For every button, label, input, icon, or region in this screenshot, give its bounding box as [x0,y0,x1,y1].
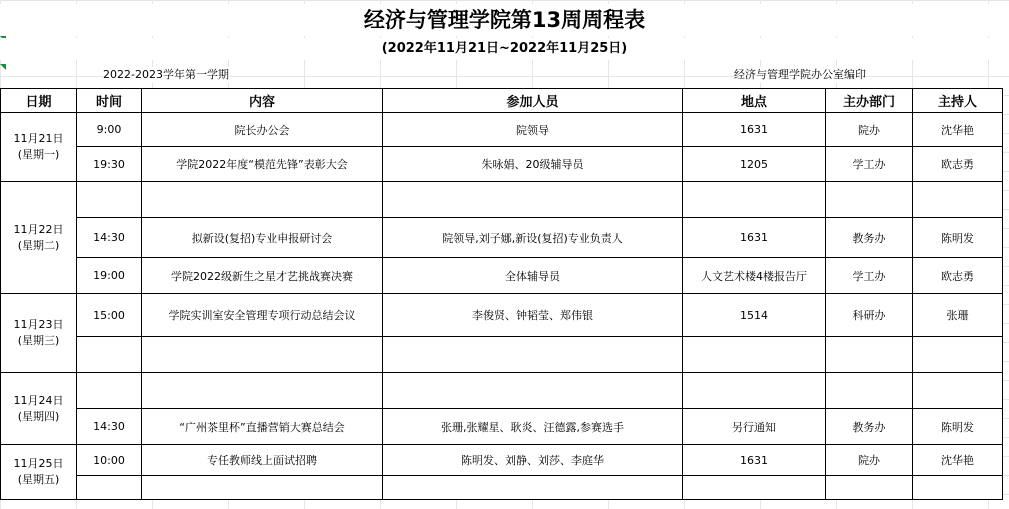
content-cell[interactable] [142,476,383,500]
column-header-host[interactable]: 主持人 [913,89,1003,113]
location-cell[interactable]: 1631 [683,445,826,476]
table-row [1,147,1003,182]
cell-comment-marker-icon [0,64,6,70]
host-cell[interactable]: 陈明发 [913,409,1003,445]
time-cell[interactable]: 14:30 [77,409,142,445]
table-row [1,409,1003,445]
time-cell[interactable] [77,373,142,409]
organizer-cell[interactable] [826,373,913,409]
table-row [1,218,1003,258]
host-cell[interactable] [913,337,1003,373]
participants-cell[interactable] [383,373,683,409]
participants-cell[interactable]: 陈明发、刘静、刘莎、李庭华 [383,445,683,476]
weekday-text: (星期三) [17,334,60,347]
organizer-cell[interactable]: 教务办 [826,409,913,445]
time-cell[interactable]: 19:30 [77,147,142,182]
organizer-cell[interactable]: 科研办 [826,294,913,337]
date-cell[interactable] [1,445,77,500]
time-cell[interactable]: 14:30 [77,218,142,258]
date-text: 11月21日 [13,132,64,145]
host-cell[interactable] [913,182,1003,218]
content-cell[interactable]: 学院2022级新生之星才艺挑战赛决赛 [142,258,383,294]
weekday-text: (星期一) [17,148,60,161]
column-header-content[interactable]: 内容 [142,89,383,113]
time-cell[interactable]: 15:00 [77,294,142,337]
time-cell[interactable] [77,182,142,218]
page-title[interactable]: 经济与管理学院第13周周程表 [0,4,1009,36]
content-cell[interactable]: 拟新设(复招)专业申报研讨会 [142,218,383,258]
participants-cell[interactable] [383,476,683,500]
organizer-cell[interactable]: 学工办 [826,147,913,182]
weekly-schedule-table [0,88,1003,500]
column-header-participants[interactable]: 参加人员 [383,89,683,113]
location-cell[interactable]: 1205 [683,147,826,182]
participants-cell[interactable]: 张珊,张耀星、耿炎、汪德露,参赛选手 [383,409,683,445]
table-row [1,182,1003,218]
content-cell[interactable]: 学院实训室安全管理专项行动总结会议 [142,294,383,337]
table-row [1,373,1003,409]
participants-cell[interactable]: 李俊贤、钟韬莹、郑伟银 [383,294,683,337]
date-cell[interactable] [1,373,77,445]
semester-label[interactable]: 2022-2023学年第一学期 [103,68,229,81]
host-cell[interactable]: 欧志勇 [913,147,1003,182]
time-cell[interactable] [77,337,142,373]
weekday-text: (星期四) [17,409,60,423]
participants-cell[interactable] [383,182,683,218]
organizer-cell[interactable]: 院办 [826,113,913,147]
column-header-date[interactable]: 日期 [1,89,77,113]
content-cell[interactable] [142,337,383,373]
host-cell[interactable]: 欧志勇 [913,258,1003,294]
weekday-text: (星期二) [17,238,60,252]
date-range-subtitle[interactable]: (2022年11月21日~2022年11月25日) [0,38,1009,60]
content-cell[interactable] [142,373,383,409]
participants-cell[interactable]: 全体辅导员 [383,258,683,294]
location-cell[interactable] [683,476,826,500]
location-cell[interactable]: 人文艺术楼4楼报告厅 [683,258,826,294]
date-cell[interactable] [1,113,77,182]
date-cell[interactable] [1,182,77,294]
location-cell[interactable] [683,373,826,409]
location-cell[interactable] [683,337,826,373]
participants-cell[interactable]: 院领导 [383,113,683,147]
column-header-time[interactable]: 时间 [77,89,142,113]
time-cell[interactable] [77,476,142,500]
organizer-cell[interactable]: 学工办 [826,258,913,294]
date-text: 11月24日 [13,393,64,407]
column-header-location[interactable]: 地点 [683,89,826,113]
content-cell[interactable]: “广州茶里杯”直播营销大赛总结会 [142,409,383,445]
host-cell[interactable] [913,373,1003,409]
time-cell[interactable]: 19:00 [77,258,142,294]
host-cell[interactable]: 陈明发 [913,218,1003,258]
publisher-label[interactable]: 经济与管理学院办公室编印 [734,68,866,81]
date-cell[interactable] [1,294,77,373]
date-text: 11月25日 [13,457,64,470]
time-cell[interactable]: 9:00 [77,113,142,147]
column-header-organizer[interactable]: 主办部门 [826,89,913,113]
participants-cell[interactable]: 朱咏娟、20级辅导员 [383,147,683,182]
organizer-cell[interactable] [826,337,913,373]
content-cell[interactable]: 院长办公会 [142,113,383,147]
host-cell[interactable]: 张珊 [913,294,1003,337]
location-cell[interactable]: 1514 [683,294,826,337]
participants-cell[interactable]: 院领导,刘子娜,新设(复招)专业负责人 [383,218,683,258]
organizer-cell[interactable]: 院办 [826,445,913,476]
organizer-cell[interactable] [826,476,913,500]
content-cell[interactable]: 专任教师线上面试招聘 [142,445,383,476]
location-cell[interactable]: 1631 [683,113,826,147]
table-row [1,113,1003,147]
host-cell[interactable]: 沈华艳 [913,113,1003,147]
content-cell[interactable]: 学院2022年度“模范先锋”表彰大会 [142,147,383,182]
table-row [1,476,1003,500]
content-cell[interactable] [142,182,383,218]
organizer-cell[interactable]: 教务办 [826,218,913,258]
location-cell[interactable]: 另行通知 [683,409,826,445]
table-header-row [1,89,1003,113]
organizer-cell[interactable] [826,182,913,218]
date-text: 11月23日 [13,318,64,331]
table-row [1,258,1003,294]
host-cell[interactable]: 沈华艳 [913,445,1003,476]
table-row [1,337,1003,373]
time-cell[interactable]: 10:00 [77,445,142,476]
location-cell[interactable]: 1631 [683,218,826,258]
host-cell[interactable] [913,476,1003,500]
weekday-text: (星期五) [17,473,60,486]
date-text: 11月22日 [13,222,64,236]
table-row [1,294,1003,337]
table-row [1,445,1003,476]
location-cell[interactable] [683,182,826,218]
participants-cell[interactable] [383,337,683,373]
